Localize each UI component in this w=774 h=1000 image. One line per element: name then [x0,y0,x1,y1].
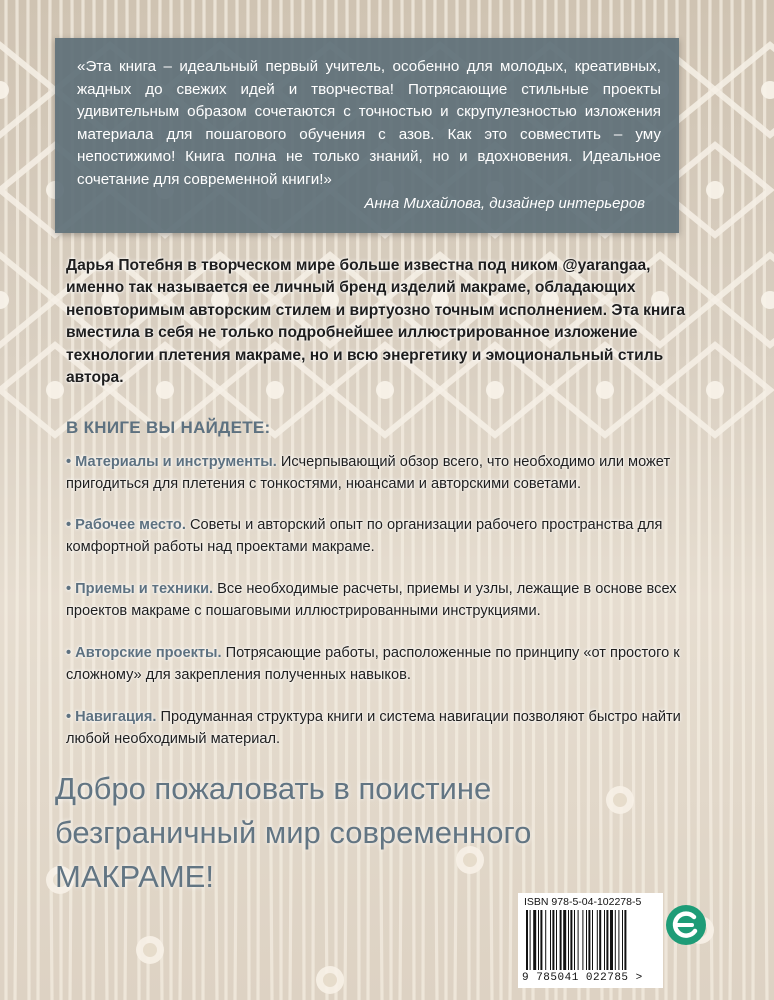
feature-text: Исчерпывающий обзор всего, что необходимо или может пригодиться для плетения с тонкостями, нюансами и авторскими советами. [66,454,671,492]
welcome-line-2: безграничный мир современного [55,815,532,850]
feature-text: Советы и авторский опыт по организации рабочего пространства для комфортной работы над проектами макраме. [66,517,663,555]
barcode-icon [524,910,654,970]
feature-title: • Навигация. [66,709,157,725]
welcome-line-1: Добро пожаловать в поистине [55,771,492,806]
feature-title: • Приемы и техники. [66,581,214,597]
feature-item-techniques [66,578,716,622]
feature-title: • Авторские проекты. [66,645,222,661]
welcome-line-3: МАКРАМЕ! [55,859,214,894]
feature-text: Все необходимые расчеты, приемы и узлы, лежащие в основе всех проектов макраме с пошаговыми иллюстрированными инструкциями. [66,581,677,619]
quote-box [55,38,679,233]
feature-item-materials [66,451,716,495]
isbn-label: ISBN 978-5-04-102278-5 [524,896,642,908]
section-title: В КНИГЕ ВЫ НАЙДЕТЕ: [66,418,271,437]
eksmo-logo-icon [665,904,707,946]
feature-title: • Материалы и инструменты. [66,454,277,470]
feature-title: • Рабочее место. [66,517,186,533]
feature-text: Потрясающие работы, расположенные по принципу «от простого к сложному» для закрепления полученных навыков. [66,645,680,683]
feature-item-projects [66,642,716,686]
quote-text: «Эта книга – идеальный первый учитель, особенно для молодых, креативных, жадных до свежих идей и творчества! Потрясающие стильные проекты удивительным образом сочетаются с точностью и скрупулезностью изложения материала для пошагового обучения с азов. Как это совместить – уму непостижимо! Книга полна не только знаний, но и вдохновения. Идеальное сочетание для современной книги!» [77,58,661,188]
barcode-digits: 9 785041 022785 > [522,972,643,984]
quote-author: Анна Михайлова, дизайнер интерьеров [364,195,645,212]
feature-text: Продуманная структура книги и система навигации позволяют быстро найти любой необходимый материал. [66,709,681,747]
author-intro: Дарья Потебня в творческом мире больше известна под ником @yarangaa, именно так называется ее личный бренд изделий макраме, обладающих неповторимым авторским стилем и виртуозно точным исполнением. Эта книга вместила в себя не только подробнейшее иллюстрированное изложение технологии плетения макраме, но и всю энергетику и эмоциональный стиль автора. [66,257,686,387]
feature-item-navigation [66,706,716,750]
welcome-slogan [55,767,655,899]
isbn-barcode-block [518,893,663,988]
feature-item-workplace [66,514,716,558]
